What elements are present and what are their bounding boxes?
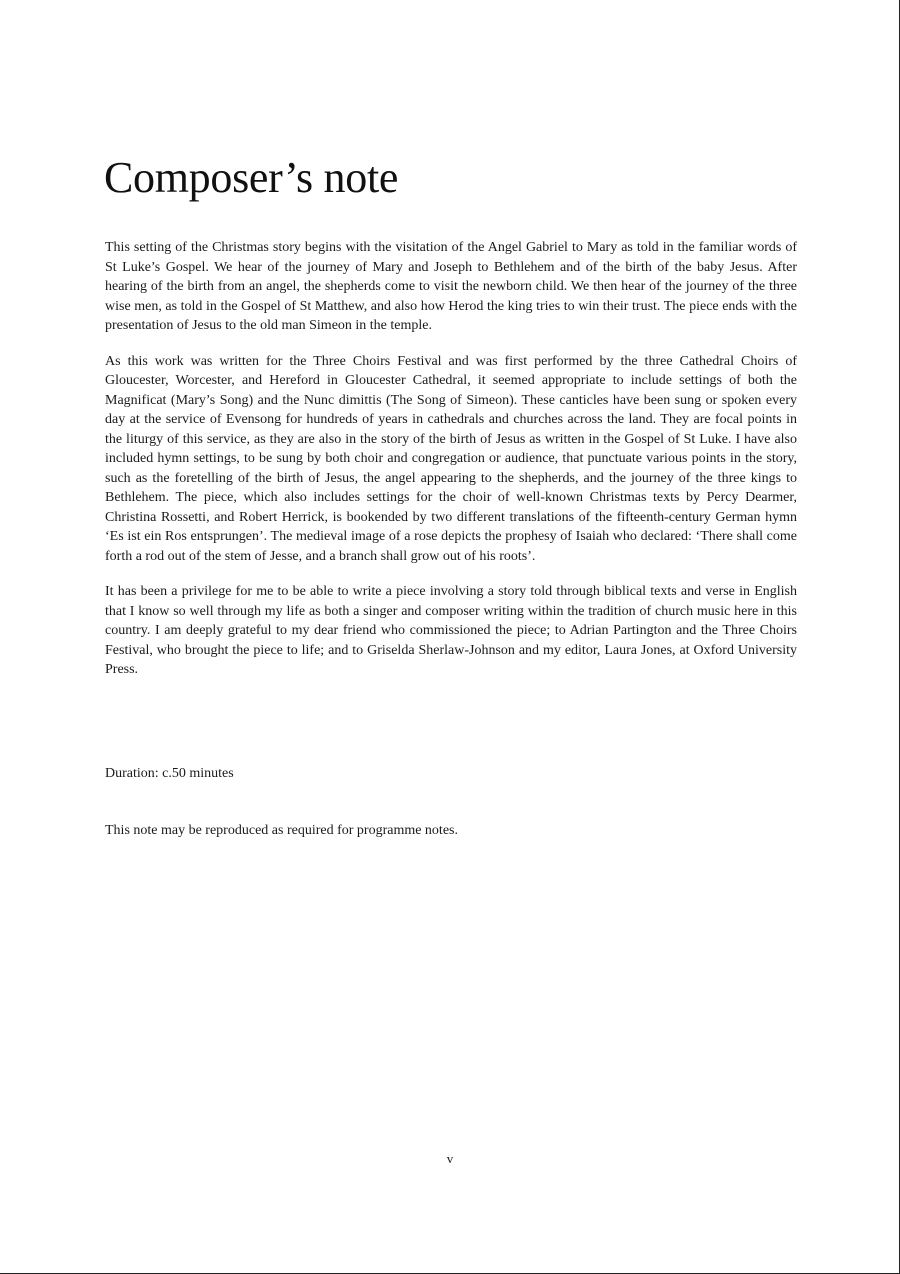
page-title: Composer’s note xyxy=(104,153,399,202)
paragraph-story-summary: This setting of the Christmas story begins with the visitation of the Angel Gabriel to Mary as told in the familiar words of St Luke’s Gospel. We hear of the journey of Mary and Joseph to Bethlehem and of the birth of the baby Jesus. After hearing of the birth from an angel, the shepherds come to visit the newborn child. We then hear of the journey of the three wise men, as told in the Gospel of St Matthew, and also how Herod the king tries to win their trust. The piece ends with the presentation of Jesus to the old man Simeon in the temple. xyxy=(105,240,797,333)
duration-text: Duration: c.50 minutes xyxy=(105,766,234,781)
paragraph-acknowledgements: It has been a privilege for me to be able to write a piece involving a story told through biblical texts and verse in English that I know so well through my life as both a singer and composer writing within the tradition of church music here in this country. I am deeply grateful to my dear friend who commissioned the piece; to Adrian Partington and the Three Choirs Festival, who brought the piece to life; and to Griselda Sherlaw-Johnson and my editor, Laura Jones, at Oxford University Press. xyxy=(105,584,797,677)
paragraph-festival-context: As this work was written for the Three Choirs Festival and was first performed by the three Cathedral Choirs of Gloucester, Worcester, and Hereford in Gloucester Cathedral, it seemed appropriate to include settings of both the Magnificat (Mary’s Song) and the Nunc dimittis (The Song of Simeon). These canticles have been sung or spoken every day at the service of Evensong for hundreds of years in cathedrals and churches across the land. They are focal points in the liturgy of this service, as they are also in the story of the birth of Jesus as written in the Gospel of St Luke. I have also included hymn settings, to be sung by both choir and congregation or audience, that punctuate various points in the story, such as the foretelling of the birth of Jesus, the angel appearing to the shepherds, and the journey of the three kings to Bethlehem. The piece, which also includes settings for the choir of well-known Christmas texts by Percy Dearmer, Christina Rossetti, and Robert Herrick, is bookended by two different translations of the fifteenth-century German hymn ‘Es ist ein Ros entsprungen’. The medieval image of a rose depicts the prophesy of Isaiah who declared: ‘There shall come forth a rod out of the stem of Jesse, and a branch shall grow out of his roots’. xyxy=(105,353,797,564)
reproduction-note: This note may be reproduced as required for programme notes. xyxy=(105,823,458,838)
note-body xyxy=(105,238,797,680)
page-number: v xyxy=(446,1151,454,1166)
